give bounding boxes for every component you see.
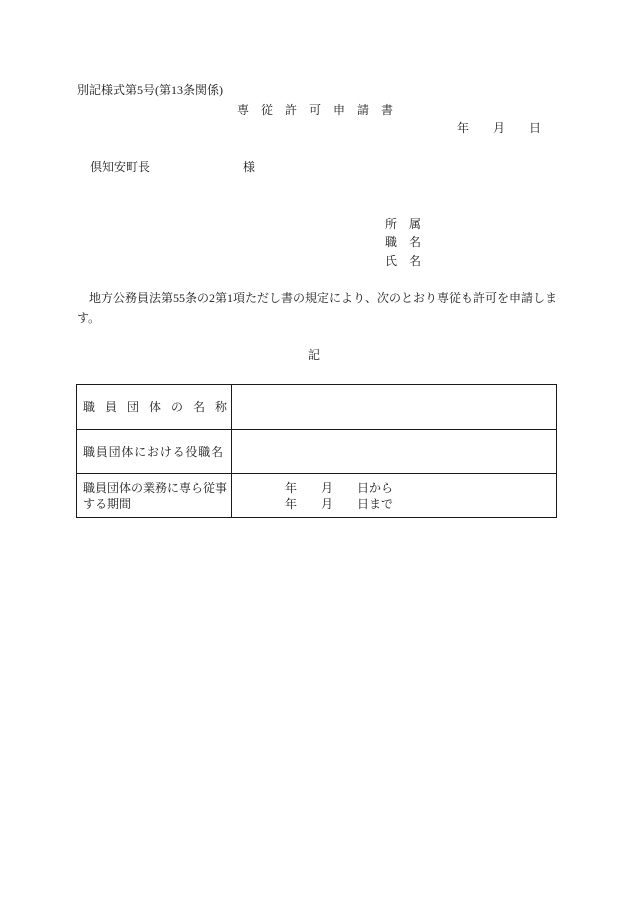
details-table [76, 384, 557, 518]
organization-name-value-cell [232, 385, 556, 429]
organization-position-label: 職員団体における役職名 [83, 444, 224, 459]
dedicated-period-label: 職員団体の業務に専ら従事する期間 [83, 480, 228, 511]
addressee-name: 倶知安町長 [90, 160, 151, 174]
table-row-organization-name [77, 385, 556, 429]
table-row-period [77, 473, 556, 517]
organization-name-label: 職 員 団 体 の 名 称 [83, 400, 227, 414]
applicant-affiliation-label: 所 属 [385, 217, 422, 231]
dedicated-period-value-cell [232, 474, 556, 517]
organization-position-value-cell [232, 430, 556, 473]
addressee-honorific: 様 [243, 160, 256, 174]
table-row-position [77, 429, 556, 473]
date-line: 年 月 日 [457, 121, 542, 135]
applicant-name-label: 氏 名 [385, 254, 422, 268]
table-label-cell [77, 430, 232, 473]
applicant-position-label: 職 名 [385, 235, 422, 249]
form-number: 別記様式第5号(第13条関係) [77, 83, 223, 97]
table-label-cell [77, 385, 232, 429]
period-from: 年 月 日から [285, 481, 394, 495]
table-label-cell [77, 474, 232, 517]
document-title: 専 従 許 可 申 請 書 [237, 103, 394, 117]
ki-heading: 記 [308, 348, 321, 362]
request-statement: 地方公務員法第55条の2第1項ただし書の規定により、次のとおり専従も許可を申請します。 [77, 291, 558, 325]
period-to: 年 月 日まで [285, 497, 394, 511]
